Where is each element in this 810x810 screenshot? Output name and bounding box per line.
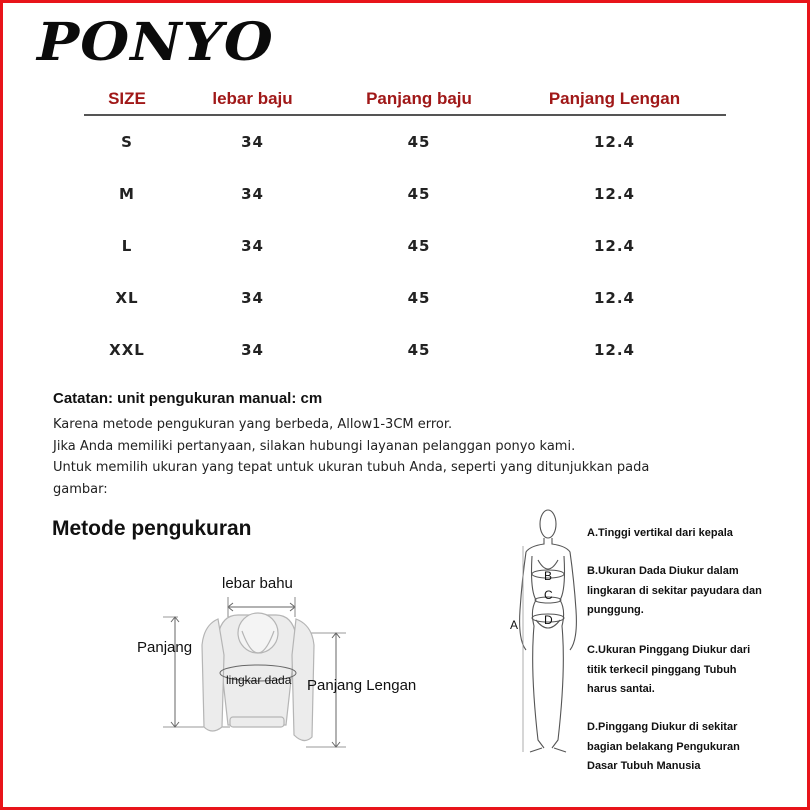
- description-c: C.Ukuran Pinggang Diukur dari titik terkecil pinggang Tubuh harus santai.: [587, 644, 751, 695]
- table-row: [84, 220, 726, 272]
- sleeve-label: Panjang Lengan: [307, 677, 417, 694]
- size-cell: S: [121, 133, 133, 151]
- shoulder-label: lebar bahu: [222, 575, 293, 592]
- description-a: A.Tinggi vertikal dari kepala: [587, 527, 733, 539]
- note-line: Untuk memilih ukuran yang tepat untuk ukuran tubuh Anda, seperti yang ditunjukkan pada: [53, 460, 650, 475]
- length-cell: 45: [407, 289, 431, 307]
- column-header-size: SIZE: [84, 84, 170, 115]
- body-marker-a: A: [510, 618, 519, 632]
- chest-label: lingkar dada: [226, 673, 292, 687]
- table-row: [84, 324, 726, 376]
- description-d: D.Pinggang Diukur di sekitar bagian belakang Pengukuran Dasar Tubuh Manusia: [587, 721, 740, 772]
- sweater-diagram: [118, 575, 350, 750]
- length-cell: 45: [407, 185, 431, 203]
- note-line: gambar:: [53, 482, 108, 497]
- column-header-length: Panjang baju: [335, 84, 503, 115]
- size-table: [84, 84, 726, 376]
- column-header-width: lebar baju: [170, 84, 335, 115]
- note-line: Jika Anda memiliki pertanyaan, silakan hubungi layanan pelanggan ponyo kami.: [53, 439, 576, 454]
- body-marker-b: B: [544, 569, 553, 583]
- description-b: B.Ukuran Dada Diukur dalam lingkaran di sekitar payudara dan punggung.: [587, 565, 762, 616]
- sleeve-cell: 12.4: [593, 185, 635, 203]
- length-cell: 45: [407, 341, 431, 359]
- sleeve-cell: 12.4: [593, 237, 635, 255]
- table-row: [84, 168, 726, 220]
- notes-title: Catatan: unit pengukuran manual: cm: [53, 390, 323, 407]
- table-row: [84, 115, 726, 168]
- body-marker-c: C: [544, 588, 553, 602]
- note-line: Karena metode pengukuran yang berbeda, Allow1-3CM error.: [53, 417, 453, 432]
- width-cell: 34: [241, 185, 264, 203]
- brand-logo: PONYO: [37, 12, 274, 73]
- width-cell: 34: [241, 133, 264, 151]
- table-header-row: [84, 84, 726, 115]
- body-marker-d: D: [544, 613, 553, 627]
- length-cell: 45: [407, 133, 431, 151]
- width-cell: 34: [241, 289, 264, 307]
- sleeve-cell: 12.4: [593, 289, 635, 307]
- width-cell: 34: [241, 237, 264, 255]
- width-cell: 34: [241, 341, 264, 359]
- method-title: Metode pengukuran: [52, 517, 252, 540]
- sleeve-cell: 12.4: [593, 133, 635, 151]
- size-cell: XL: [115, 289, 139, 307]
- length-label: Panjang: [137, 639, 193, 656]
- size-cell: M: [119, 185, 135, 203]
- size-cell: L: [121, 237, 133, 255]
- table-row: [84, 272, 726, 324]
- sleeve-cell: 12.4: [593, 341, 635, 359]
- column-header-sleeve: Panjang Lengan: [503, 84, 726, 115]
- size-cell: XXL: [109, 341, 145, 359]
- length-cell: 45: [407, 237, 431, 255]
